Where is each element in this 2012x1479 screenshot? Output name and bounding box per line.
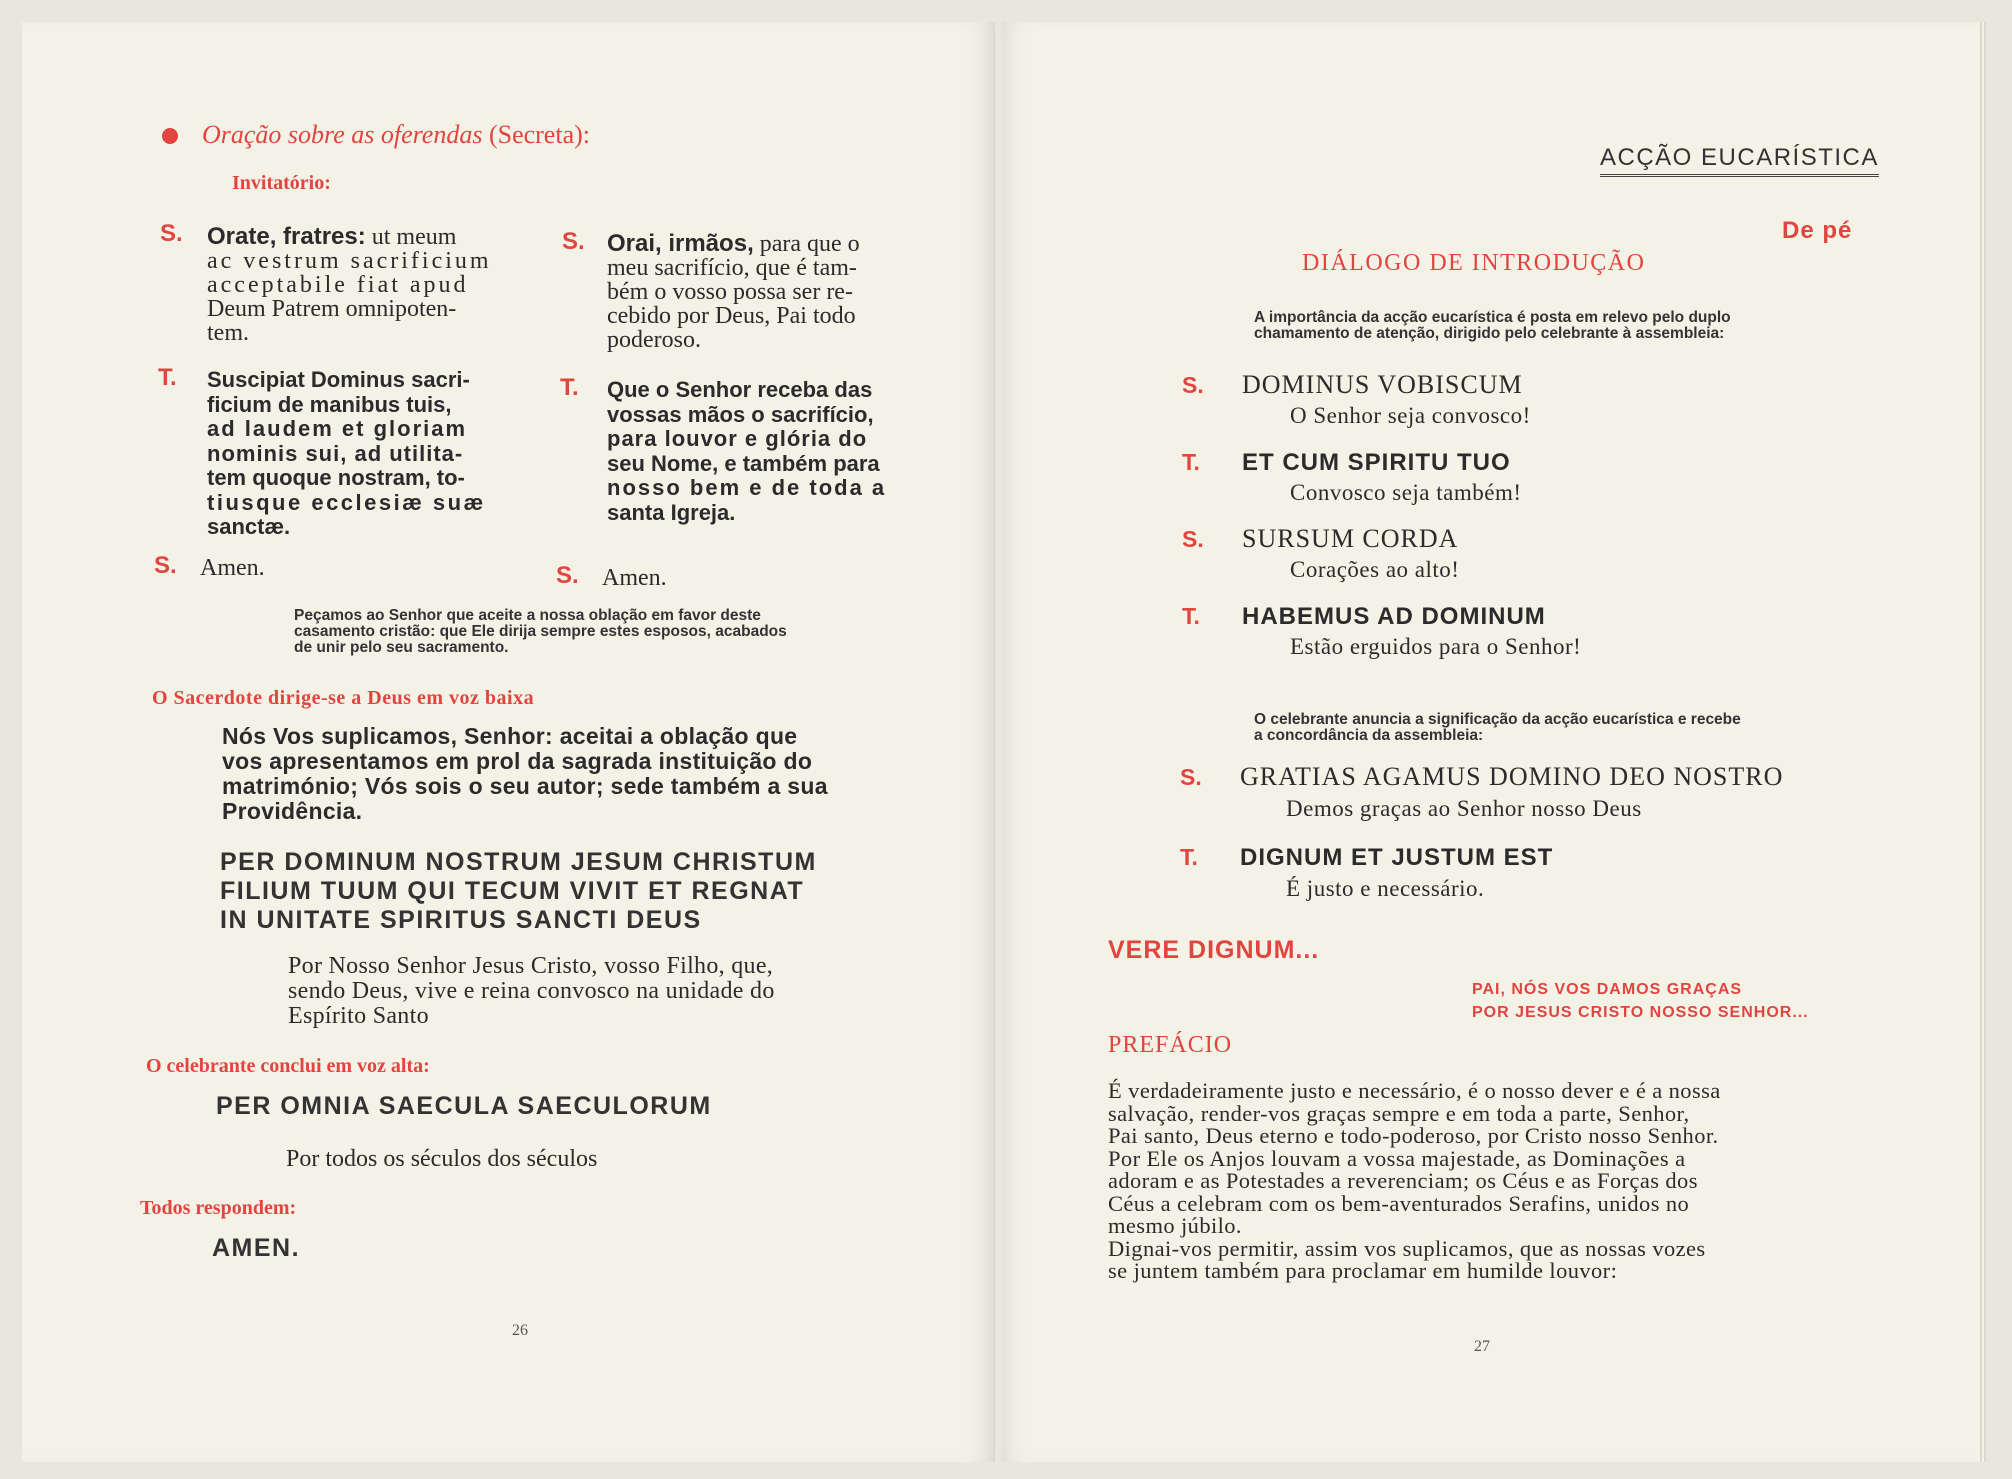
per-dominum-block [220,848,960,935]
section-header [1600,144,1879,177]
pt-s-bold: Orai, irmãos, [607,230,754,257]
dialogue2-latin: DIGNUM ET JUSTUM EST [1240,844,1554,871]
note-line: casamento cristão: que Ele dirija sempre estes esposos, acabados [294,623,787,640]
pt-s-line: meu sacrifício, que é tam- [607,255,857,281]
second-note-line: a concordância da assembleia: [1254,727,1484,744]
dialogue-key: S. [1182,372,1204,398]
latin-s-line: Deum Patrem omnipoten- [207,296,457,322]
latin-t-line: nominis sui, ad utilita- [207,440,464,466]
intro-note [1254,310,1974,342]
pt-s-line: cebido por Deus, Pai todo [607,303,856,329]
dialogue-latin: ET CUM SPIRITU TUO [1242,449,1511,476]
latin-s-line: ac vestrum sacrificium [207,248,492,274]
pt-s-line: para que o [753,231,860,257]
latin-t-line: sanctæ. [207,514,291,539]
conclui-heading: O celebrante conclui em voz alta: [146,1055,430,1077]
latin-amen-label: S. [154,552,177,579]
pt-amen-label: S. [556,562,579,589]
invitatorio-label: Invitatório: [232,172,331,194]
latin-s-bold: Orate, fratres: [207,223,366,250]
dialogue-latin: SURSUM CORDA [1242,524,1459,553]
prefacio-line: mesmo júbilo. [1108,1213,1242,1238]
page-number-left: 26 [512,1322,528,1339]
dialogue-key: T. [1182,603,1200,629]
por-todos: Por todos os séculos dos séculos [286,1146,598,1172]
dialogue2-key: T. [1180,844,1198,870]
heading-normal: (Secreta): [488,120,590,149]
pt-t-line: Que o Senhor receba das [607,377,873,402]
second-note [1254,712,1974,744]
note-line: Peçamos ao Senhor que aceite a nossa oblação em favor deste [294,607,761,624]
dialogue2-key: S. [1180,764,1202,790]
dialogue2-pt: Demos graças ao Senhor nosso Deus [1286,796,1642,821]
de-pe: De pé [1782,217,1853,244]
dialogue-pt: Estão erguidos para o Senhor! [1290,634,1582,659]
dialogue-pt: Convosco seja também! [1290,480,1522,505]
todos-heading: Todos respondem: [140,1197,297,1219]
latin-s-line: acceptabile fiat apud [207,272,469,298]
dialogue2-pt: É justo e necessário. [1286,876,1485,901]
offering-note [294,608,934,656]
latin-s-label: S. [160,220,183,247]
note-line: de unir pelo seu sacramento. [294,639,509,656]
pai-nos-line: POR JESUS CRISTO NOSSO SENHOR... [1472,1004,1809,1021]
por-nosso-line: Espírito Santo [288,1003,429,1029]
vere-dignum: VERE DIGNUM... [1108,936,1320,964]
page-number-right: 27 [1474,1338,1490,1355]
dialogo-title: DIÁLOGO DE INTRODUÇÃO [1302,250,1646,276]
latin-t-block [207,368,537,540]
prayer-block [222,724,942,824]
per-dominum-line: IN UNITATE SPIRITUS SANCTI DEUS [220,906,702,934]
prefacio-text [1108,1080,1968,1283]
por-nosso-line: Por Nosso Senhor Jesus Cristo, vosso Filho, que, [288,953,774,979]
intro-note-line: chamamento de atenção, dirigido pelo celebrante à assembleia: [1254,325,1725,342]
sacerdote-heading: O Sacerdote dirige-se a Deus em voz baixa [152,687,535,709]
dialogue-latin: DOMINUS VOBISCUM [1242,370,1523,399]
pt-t-line: santa Igreja. [607,499,736,525]
prayer-line: Nós Vos suplicamos, Senhor: aceitai a oblação que [222,723,798,749]
latin-t-line: tem quoque nostram, to- [207,465,465,490]
prayer-line: vos apresentamos em prol da sagrada instituição do [222,748,813,774]
latin-t-line: tiusque ecclesiæ suæ [207,489,486,515]
prefacio-line: Pai santo, Deus eterno e todo-poderoso, por Cristo nosso Senhor. [1108,1123,1719,1148]
pt-t-line: para louvor e glória do [607,426,868,451]
prefacio-line: É verdadeiramente justo e necessário, é o nosso dever e é a nossa [1108,1078,1721,1103]
per-dominum-line: FILIUM TUUM QUI TECUM VIVIT ET REGNAT [220,877,805,905]
latin-t-label: T. [158,364,177,391]
second-note-line: O celebrante anuncia a significação da acção eucarística e recebe [1254,711,1741,728]
pt-amen: Amen. [602,565,667,591]
prefacio-line: se juntem também para proclamar em humilde louvor: [1108,1258,1618,1283]
dialogue-pt: Corações ao alto! [1290,557,1460,582]
por-nosso-line: sendo Deus, vive e reina convosco na unidade do [288,978,775,1004]
prefacio-line: salvação, render-vos graças sempre e em toda a parte, Senhor, [1108,1100,1690,1126]
latin-s-line: tem. [207,320,249,346]
pt-s-line: bém o vosso possa ser re- [607,279,853,305]
latin-t-line: ficium de manibus tuis, [207,391,452,417]
prefacio-line: Céus a celebram com os bem-aventurados Serafins, unidos no [1108,1190,1690,1216]
pt-s-label: S. [562,228,585,255]
latin-amen: Amen. [200,555,265,581]
latin-t-line: ad laudem et gloriam [207,416,468,441]
prayer-line: matrimónio; Vós sois o seu autor; sede também a sua [222,773,828,799]
pt-t-line: vossas mãos o sacrifício, [607,401,874,427]
dialogue-key: S. [1182,526,1204,552]
por-nosso-block [288,954,948,1029]
pt-s-block [607,232,947,352]
section-heading-secreta [202,120,590,150]
latin-t-line: Suscipiat Dominus sacri- [207,367,470,392]
per-dominum-line: PER DOMINUM NOSTRUM JESUM CHRISTUM [220,848,817,876]
prayer-line: Providência. [222,798,363,824]
latin-s-line: ut meum [365,224,457,250]
latin-s-block [207,225,537,345]
prefacio-line: Por Ele os Anjos louvam a vossa majestade, as Dominações a [1108,1145,1686,1171]
pt-t-line: seu Nome, e também para [607,450,880,476]
pt-t-label: T. [560,374,579,401]
pt-s-line: poderoso. [607,327,701,353]
amen-final: AMEN. [212,1234,301,1262]
pt-t-block [607,378,947,525]
section-header-text: ACÇÃO EUCARÍSTICA [1600,144,1879,171]
prefacio-heading: PREFÁCIO [1108,1032,1233,1058]
dialogue-pt: O Senhor seja convosco! [1290,403,1531,428]
heading-italic: Oração sobre as oferendas [202,120,483,149]
prefacio-line: Dignai-vos permitir, assim vos suplicamos, que as nossas vozes [1108,1235,1706,1261]
intro-note-line: A importância da acção eucarística é posta em relevo pelo duplo [1254,309,1731,326]
pai-nos-block [1472,978,1809,1024]
right-page [1002,22,1986,1462]
pt-t-line: nosso bem e de toda a [607,475,887,500]
dialogue-latin: HABEMUS AD DOMINUM [1242,603,1546,630]
dialogue-key: T. [1182,449,1200,475]
bullet-dot-icon [162,128,178,144]
prefacio-line: adoram e as Potestades a reverenciam; os Céus e as Forças dos [1108,1168,1698,1193]
pai-nos-line: PAI, NÓS VOS DAMOS GRAÇAS [1472,981,1743,998]
left-page [22,22,995,1462]
per-omnia: PER OMNIA SAECULA SAECULORUM [216,1092,712,1120]
dialogue2-latin: GRATIAS AGAMUS DOMINO DEO NOSTRO [1240,762,1784,791]
